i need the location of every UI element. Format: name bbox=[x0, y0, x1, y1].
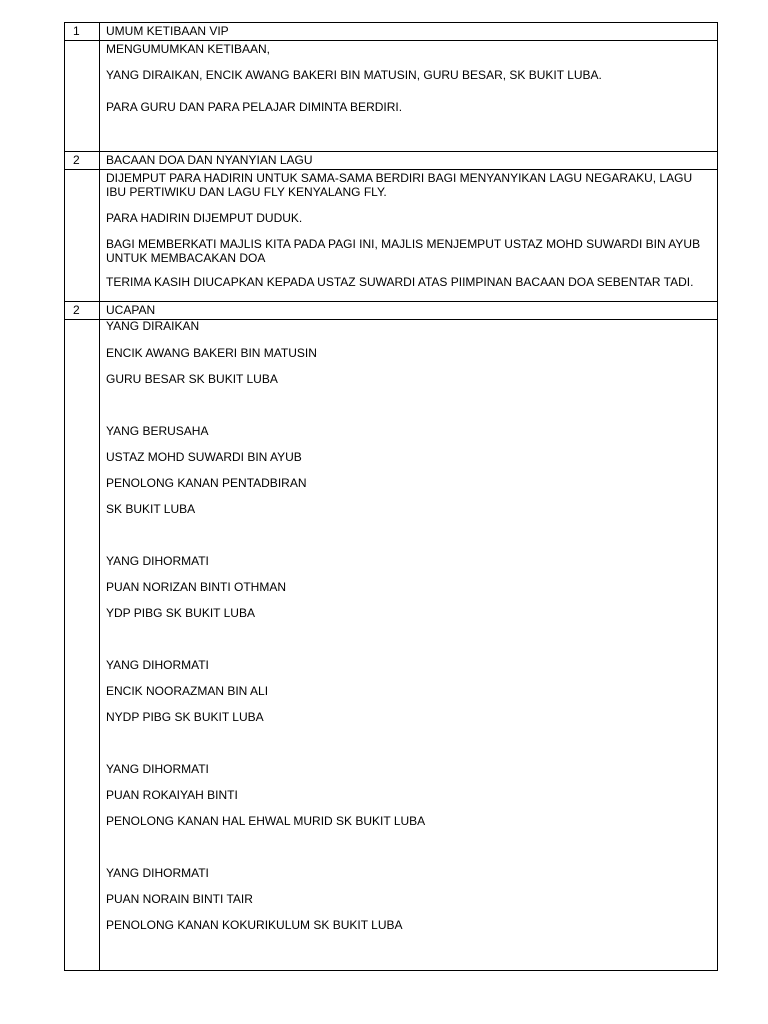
salutation-title: YANG DIHORMATI bbox=[106, 658, 209, 672]
section-number-cell bbox=[65, 170, 100, 302]
spacer bbox=[106, 840, 711, 866]
script-paragraph: DIJEMPUT PARA HADIRIN UNTUK SAMA-SAMA BERDIRI BAGI MENYANYIKAN LAGU NEGARAKU, LAGU IBU PERTIWIKU DAN LAGU FLY KENYALANG FLY. bbox=[106, 171, 693, 199]
section-number: 2 bbox=[65, 302, 100, 320]
spacer bbox=[106, 736, 711, 762]
salutation-position: YDP PIBG SK BUKIT LUBA bbox=[106, 606, 255, 620]
salutation-position: GURU BESAR SK BUKIT LUBA bbox=[106, 372, 278, 386]
salutation-position: SK BUKIT LUBA bbox=[106, 502, 196, 516]
salutation-position: NYDP PIBG SK BUKIT LUBA bbox=[106, 710, 264, 724]
section-title: BACAAN DOA DAN NYANYIAN LAGU bbox=[100, 152, 718, 170]
announcement-line: PARA GURU DAN PARA PELAJAR DIMINTA BERDIRI. bbox=[106, 100, 403, 114]
spacer bbox=[106, 632, 711, 658]
salutation-title: YANG DIHORMATI bbox=[106, 554, 209, 568]
announcement-line: YANG DIRAIKAN, ENCIK AWANG BAKERI BIN MATUSIN, GURU BESAR, SK BUKIT LUBA. bbox=[106, 68, 602, 82]
section-title: UCAPAN bbox=[100, 302, 718, 320]
section-body bbox=[100, 170, 718, 302]
salutation-title: YANG DIHORMATI bbox=[106, 762, 209, 776]
section-body bbox=[100, 320, 718, 971]
salutation-title: YANG BERUSAHA bbox=[106, 424, 209, 438]
section-number: 1 bbox=[65, 23, 100, 41]
section-body-row bbox=[65, 320, 718, 971]
script-paragraph: BAGI MEMBERKATI MAJLIS KITA PADA PAGI INI, MAJLIS MENJEMPUT USTAZ MOHD SUWARDI BIN AYUB UNTUK MEMBACAKAN DOA bbox=[106, 237, 701, 265]
salutation-name: PUAN NORAIN BINTI TAIR bbox=[106, 892, 253, 906]
spacer bbox=[106, 398, 711, 424]
section-header-row bbox=[65, 23, 718, 41]
salutation-name: USTAZ MOHD SUWARDI BIN AYUB bbox=[106, 450, 302, 464]
salutation-name: PUAN NORIZAN BINTI OTHMAN bbox=[106, 580, 287, 594]
salutation-title: YANG DIRAIKAN bbox=[106, 319, 200, 333]
script-paragraph: PARA HADIRIN DIJEMPUT DUDUK. bbox=[106, 211, 303, 225]
section-title: UMUM KETIBAAN VIP bbox=[100, 23, 718, 41]
section-body bbox=[100, 41, 718, 152]
section-number-cell bbox=[65, 41, 100, 152]
salutation-position: PENOLONG KANAN PENTADBIRAN bbox=[106, 476, 307, 490]
section-number: 2 bbox=[65, 152, 100, 170]
section-body-row bbox=[65, 170, 718, 302]
section-header-row bbox=[65, 302, 718, 320]
script-paragraph: TERIMA KASIH DIUCAPKAN KEPADA USTAZ SUWARDI ATAS PIIMPINAN BACAAN DOA SEBENTAR TADI. bbox=[106, 275, 694, 289]
announcement-line: MENGUMUMKAN KETIBAAN, bbox=[106, 42, 271, 56]
spacer bbox=[106, 528, 711, 554]
salutation-position: PENOLONG KANAN HAL EHWAL MURID SK BUKIT LUBA bbox=[106, 814, 426, 828]
section-body-row bbox=[65, 41, 718, 152]
salutation-name: ENCIK AWANG BAKERI BIN MATUSIN bbox=[106, 346, 317, 360]
salutation-title: YANG DIHORMATI bbox=[106, 866, 209, 880]
program-table bbox=[64, 22, 718, 971]
salutation-position: PENOLONG KANAN KOKURIKULUM SK BUKIT LUBA bbox=[106, 918, 403, 932]
salutation-name: PUAN ROKAIYAH BINTI bbox=[106, 788, 238, 802]
section-number-cell bbox=[65, 320, 100, 971]
section-header-row bbox=[65, 152, 718, 170]
salutation-name: ENCIK NOORAZMAN BIN ALI bbox=[106, 684, 269, 698]
